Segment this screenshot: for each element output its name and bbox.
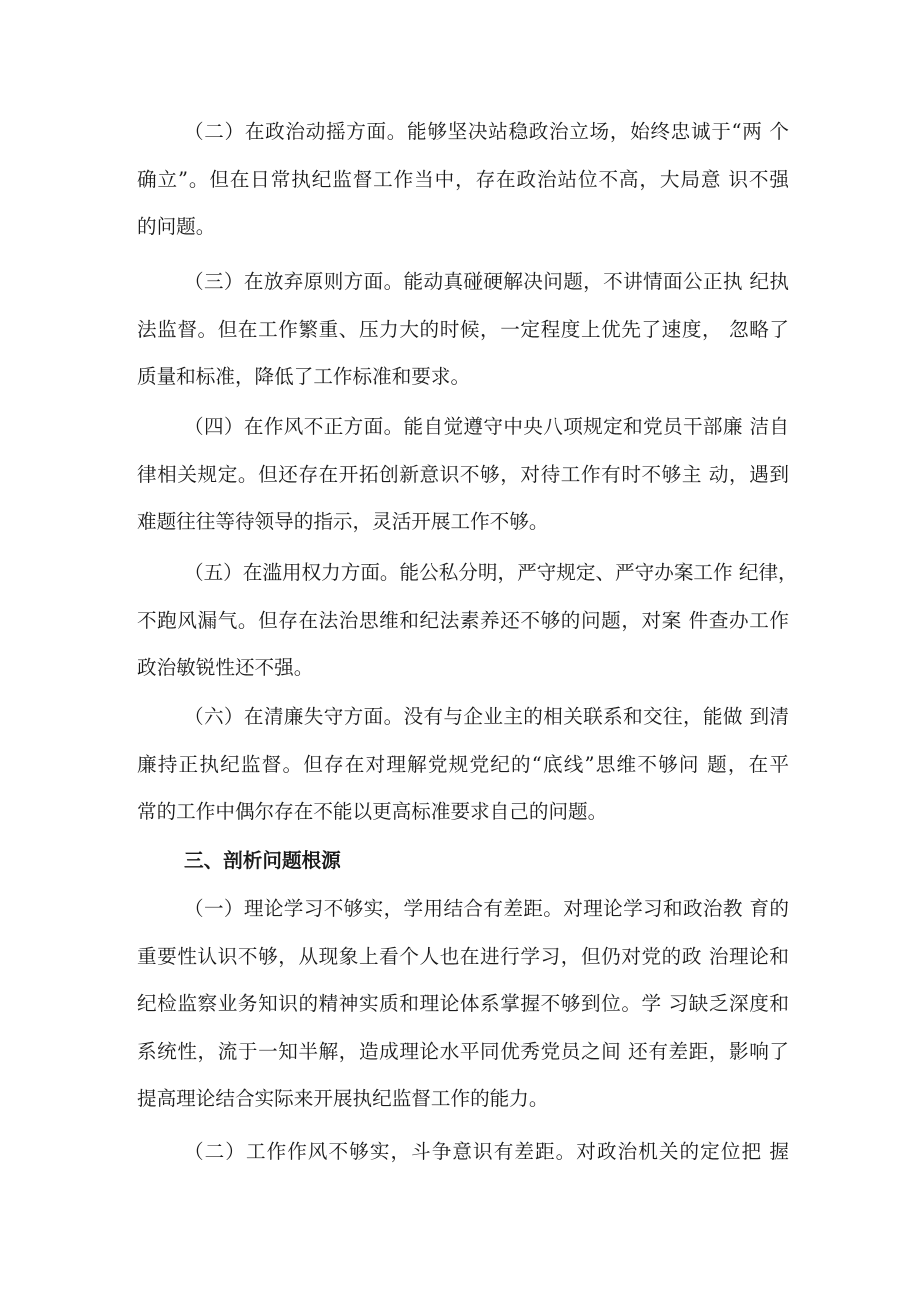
text-line: （一）理论学习不够实，学用结合有差距。对理论学习和政治教 育的 xyxy=(184,897,789,920)
text-line: （五）在滥用权力方面。能公私分明，严守规定、严守办案工作 纪律， xyxy=(184,561,798,584)
text-line: 政治敏锐性还不强。 xyxy=(137,656,314,679)
text-line: 纪检监察业务知识的精神实质和理论体系掌握不够到位。学 习缺乏深度和 xyxy=(137,992,789,1015)
text-line: （二）在政治动摇方面。能够坚决站稳政治立场，始终忠诚于“两 个 xyxy=(184,120,789,143)
paragraph-abuse-of-power xyxy=(137,549,798,692)
text-line: 难题往往等待领导的指示，灵活开展工作不够。 xyxy=(137,510,549,533)
paragraph-improper-style xyxy=(137,403,789,546)
text-line: 廉持正执纪监督。但存在对理解党规党纪的“底线”思维不够问 题，在平 xyxy=(137,752,789,776)
paragraph-theory-study xyxy=(137,885,789,1123)
text-line: 律相关规定。但还存在开拓创新意识不够，对待工作有时不够主 动，遇到 xyxy=(137,462,789,486)
paragraph-political-wavering xyxy=(137,108,789,251)
paragraph-integrity-loss xyxy=(137,693,789,836)
text-line: 的问题。 xyxy=(137,215,216,238)
text-line: （二）工作作风不够实，斗争意识有差距。对政治机关的定位把 握 xyxy=(184,1140,789,1163)
text-line: 常的工作中偶尔存在不能以更高标准要求自己的问题。 xyxy=(137,800,608,823)
text-line: （三）在放弃原则方面。能动真碰硬解决问题，不讲情面公正执 纪执 xyxy=(184,270,789,293)
text-line: 法监督。但在工作繁重、压力大的时候，一定程度上优先了速度， 忽略了 xyxy=(137,317,789,341)
text-line: 提高理论结合实际来开展执纪监督工作的能力。 xyxy=(137,1087,549,1110)
text-line: 确立”。但在日常执纪监督工作当中，存在政治站位不高，大局意 识不强 xyxy=(137,167,789,191)
text-line: 重要性认识不够，从现象上看个人也在进行学习，但仍对党的政 治理论和 xyxy=(137,944,789,968)
section-heading xyxy=(137,837,789,885)
text-line: 不跑风漏气。但存在法治思维和纪法素养还不够的问题，对案 件查办工作 xyxy=(137,608,789,632)
paragraph-work-style xyxy=(137,1128,789,1176)
paragraph-abandoning-principles xyxy=(137,258,789,401)
text-line: 质量和标准，降低了工作标准和要求。 xyxy=(137,365,471,388)
section-heading-text: 三、剖析问题根源 xyxy=(184,849,341,872)
text-line: （四）在作风不正方面。能自觉遵守中央八项规定和党员干部廉 洁自 xyxy=(184,415,789,438)
text-line: （六）在清廉失守方面。没有与企业主的相关联系和交往，能做 到清 xyxy=(184,705,789,728)
text-line: 系统性，流于一知半解，造成理论水平同优秀党员之间 还有差距，影响了 xyxy=(137,1039,789,1063)
